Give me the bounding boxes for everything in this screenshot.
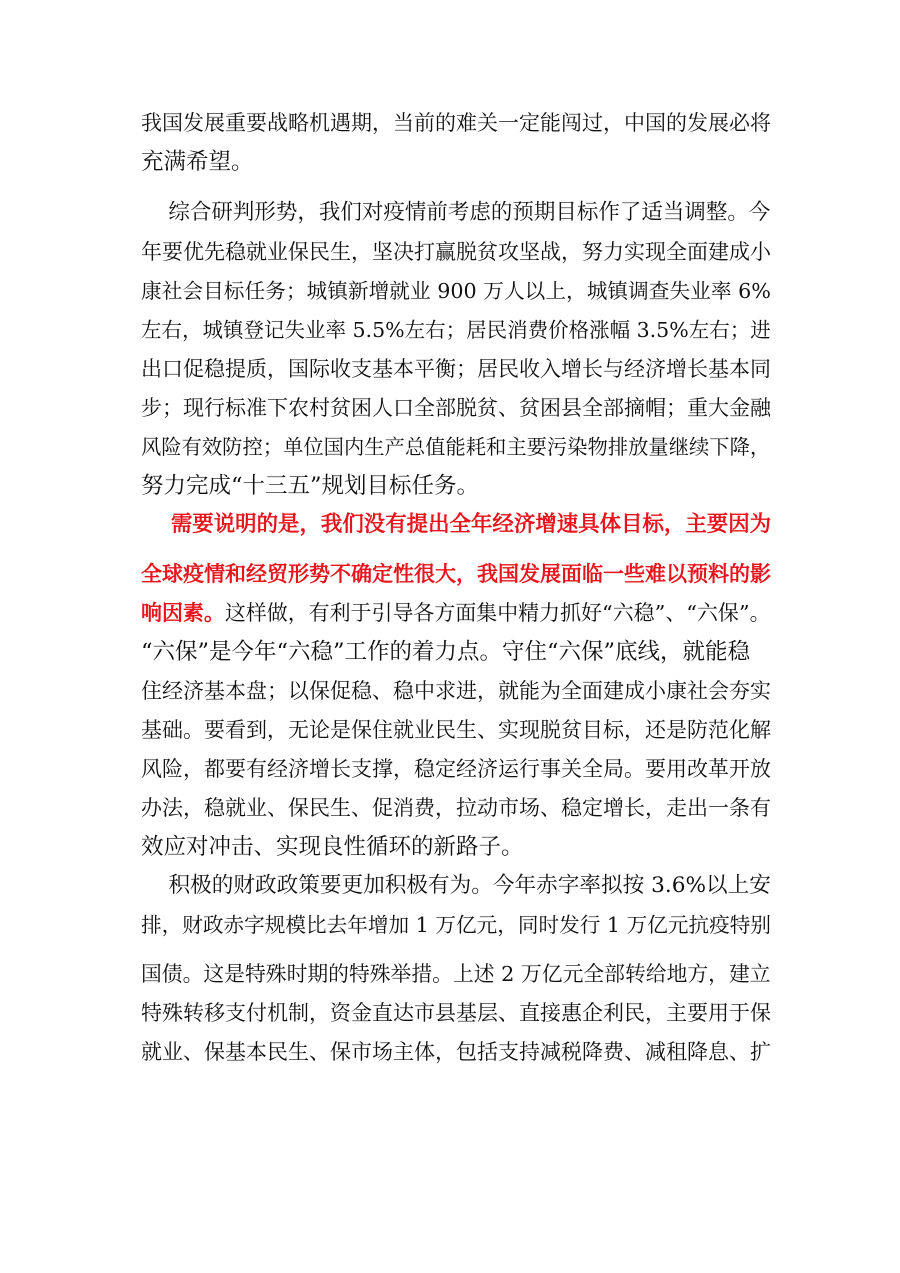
paragraph-3-line-8 — [141, 793, 771, 823]
body-text: 左右，城镇登记失业率 5.5%左右；居民消费价格涨幅 3.5%左右；进 — [141, 318, 771, 342]
body-text: 就业、保基本民生、保市场主体，包括支持减税降费、减租降息、扩 — [141, 1040, 771, 1064]
paragraph-2-line-7 — [141, 432, 770, 462]
paragraph-3-line-3 — [141, 598, 771, 628]
paragraph-3-line-2 — [141, 559, 771, 589]
paragraph-3-line-1 — [141, 510, 771, 540]
paragraph-2-line-1 — [141, 198, 770, 228]
paragraph-4-line-3 — [141, 959, 771, 989]
highlighted-text: 响因素。 — [141, 601, 225, 625]
body-text: 积极的财政政策要更加积极有为。今年赤字率拟按 3.6%以上安 — [141, 873, 771, 898]
paragraph-3-line-7 — [141, 754, 771, 784]
paragraph-2-line-5 — [141, 354, 771, 384]
body-text: 我国发展重要战略机遇期，当前的难关一定能闯过，中国的发展必将 — [141, 111, 771, 135]
body-text: 综合研判形势，我们对疫情前考虑的预期目标作了适当调整。今 — [141, 200, 771, 225]
paragraph-1-line-2 — [141, 147, 254, 177]
paragraph-3-line-6 — [141, 715, 771, 745]
paragraph-4-line-1 — [141, 871, 771, 901]
body-text: “六保”是今年“六稳”工作的着力点。守住“六保”底线，就能稳 — [141, 639, 751, 665]
paragraph-2-line-3 — [141, 276, 771, 306]
body-text: 充满希望。 — [141, 149, 254, 175]
body-text: 国债。这是特殊时期的特殊举措。上述 2 万亿元全部转给地方，建立 — [141, 962, 771, 986]
paragraph-4-line-5 — [141, 1037, 771, 1067]
body-text: 风险有效防控；单位国内生产总值能耗和主要污染物排放量继续下降， — [141, 435, 771, 459]
body-text: 风险，都要有经济增长支撑，稳定经济运行事关全局。要用改革开放 — [141, 757, 771, 781]
body-text: 排，财政赤字规模比去年增加 1 万亿元，同时发行 1 万亿元抗疫特别 — [141, 913, 771, 937]
paragraph-2-line-4 — [141, 315, 771, 345]
body-text: 住经济基本盘；以保促稳、稳中求进，就能为全面建成小康社会夯实 — [141, 679, 771, 703]
body-text: 效应对冲击、实现良性循环的新路子。 — [141, 834, 524, 860]
body-text: 年要优先稳就业保民生，坚决打赢脱贫攻坚战，努力实现全面建成小 — [141, 240, 771, 264]
paragraph-4-line-4 — [141, 998, 771, 1028]
body-text: 步；现行标准下农村贫困人口全部脱贫、贫困县全部摘帽；重大金融 — [141, 396, 771, 420]
body-text: 出口促稳提质，国际收支基本平衡；居民收入增长与经济增长基本同 — [141, 357, 771, 381]
paragraph-2-line-2 — [141, 237, 771, 267]
body-text: 这样做，有利于引导各方面集中精力抓好“六稳”、“六保”。 — [224, 601, 771, 625]
paragraph-4-line-2 — [141, 910, 771, 940]
paragraph-2-line-8 — [141, 471, 479, 501]
paragraph-3-line-4 — [141, 637, 750, 667]
body-text: 康社会目标任务；城镇新增就业 900 万人以上，城镇调查失业率 6% — [141, 279, 771, 303]
highlighted-text: 全球疫情和经贸形势不确定性很大，我国发展面临一些难以预料的影 — [141, 562, 771, 586]
body-text: 办法，稳就业、保民生、促消费，拉动市场、稳定增长，走出一条有 — [141, 796, 771, 820]
body-text: 努力完成“十三五”规划目标任务。 — [141, 473, 480, 499]
paragraph-3-line-9 — [141, 832, 524, 862]
body-text: 特殊转移支付机制，资金直达市县基层、直接惠企利民，主要用于保 — [141, 1001, 771, 1025]
paragraph-1-line-1 — [141, 108, 771, 138]
body-text: 基础。要看到，无论是保住就业民生、实现脱贫目标，还是防范化解 — [141, 718, 771, 742]
highlighted-text: 需要说明的是，我们没有提出全年经济增速具体目标，主要因为 — [141, 512, 772, 537]
paragraph-2-line-6 — [141, 393, 771, 423]
paragraph-3-line-5 — [141, 676, 771, 706]
